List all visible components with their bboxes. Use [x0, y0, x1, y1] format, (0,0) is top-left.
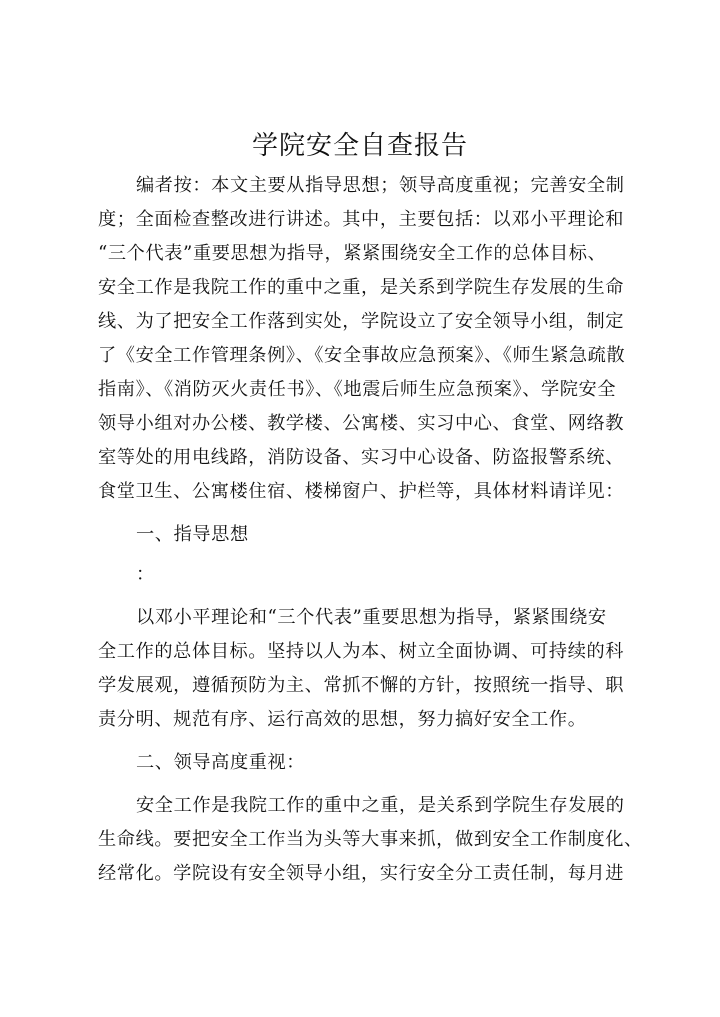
- paragraph-line: 领导小组对办公楼、教学楼、公寓楼、实习中心、食堂、网络教: [98, 413, 625, 434]
- paragraph-line: 安全工作是我院工作的重中之重，是关系到学院生存发展的: [136, 795, 625, 816]
- paragraph-line: 学发展观，遵循预防为主、常抓不懈的方针，按照统一指导、职: [98, 675, 625, 696]
- section-heading: 一、指导思想: [136, 524, 249, 545]
- paragraph-line: 编者按：本文主要从指导思想；领导高度重视；完善安全制: [136, 175, 625, 196]
- paragraph-line: “三个代表”重要思想为指导，紧紧围绕安全工作的总体目标、: [98, 243, 607, 264]
- paragraph-line: 食堂卫生、公寓楼住宿、楼梯窗户、护栏等，具体材料请详见：: [98, 481, 625, 502]
- paragraph-line: 室等处的用电线路，消防设备、实习中心设备、防盗报警系统、: [98, 447, 625, 468]
- paragraph-line: 度；全面检查整改进行讲述。其中，主要包括：以邓小平理论和: [98, 209, 625, 230]
- paragraph-line: 经常化。学院设有安全领导小组，实行安全分工责任制，每月进: [98, 863, 625, 884]
- paragraph-line: 指南》、《消防灭火责任书》、《地震后师生应急预案》、学院安全: [98, 379, 617, 400]
- page-title: 学院安全自查报告: [251, 131, 468, 161]
- paragraph-line: 生命线。要把安全工作当为头等大事来抓，做到安全工作制度化、: [98, 829, 643, 850]
- section-heading: 二、领导高度重视：: [136, 752, 306, 773]
- paragraph-line: 线、为了把安全工作落到实处，学院设立了安全领导小组，制定: [98, 311, 625, 332]
- paragraph-line: 了《安全工作管理条例》、《安全事故应急预案》、《师生紧急疏散: [98, 345, 626, 366]
- paragraph-line: 以邓小平理论和“三个代表”重要思想为指导，紧紧围绕安: [136, 607, 607, 628]
- paragraph-line: 责分明、规范有序、运行高效的思想，努力搞好安全工作。: [98, 709, 587, 730]
- paragraph-line: ：: [136, 564, 155, 585]
- paragraph-line: 安全工作是我院工作的重中之重，是关系到学院生存发展的生命: [98, 277, 625, 298]
- paragraph-line: 全工作的总体目标。坚持以人为本、树立全面协调、可持续的科: [98, 641, 625, 662]
